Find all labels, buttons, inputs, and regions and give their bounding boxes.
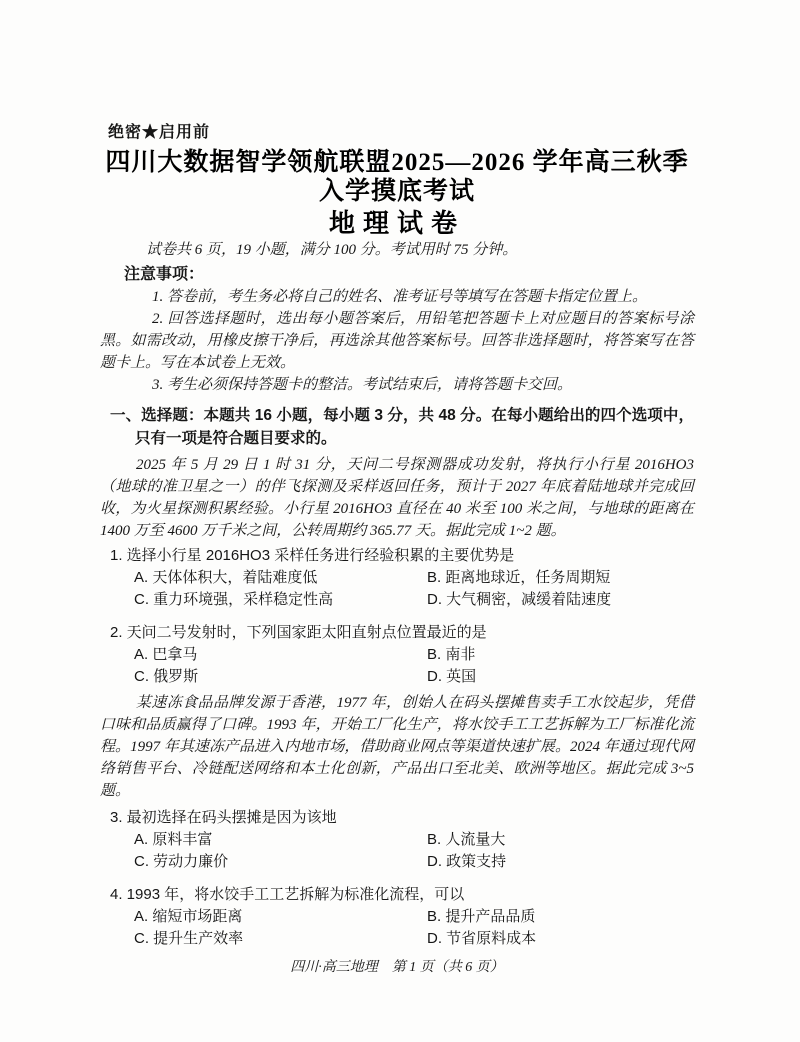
question-1-options-row-1 (100, 567, 694, 589)
question-2 (100, 621, 694, 688)
question-4-options-row-2 (100, 928, 694, 950)
exam-title-line1: 四川大数据智学领航联盟2025—2026 学年高三秋季 (105, 149, 689, 176)
question-4-options-row-1 (100, 906, 694, 928)
question-3 (100, 806, 694, 873)
notice-item-2: 2. 回答选择题时，选出每小题答案后，用铅笔把答题卡上对应题目的答案标号涂黑。如需改动，用橡皮擦干净后，再选涂其他答案标号。回答非选择题时，将答案写在答题卡上。写在本试卷上无效。 (100, 311, 694, 371)
question-2-option-b: B. 南非 (427, 646, 476, 663)
passage-2: 某速冻食品品牌发源于香港，1977 年，创始人在码头摆摊售卖手工水饺起步，凭借口味和品质赢得了口碑。1993 年，开始工厂化生产，将水饺手工工艺拆解为工厂标准化流程。1997 年其速冻产品进入内地市场，借助商业网点等渠道快速扩展。2024 年通过现代网络销售平台、冷链配送网络和本土化创新，产品出口至北美、欧洲等地区。据此完成 3~5 题。 (100, 695, 694, 799)
question-3-option-d: D. 政策支持 (427, 853, 507, 870)
question-3-options-row-1 (100, 829, 694, 851)
question-2-option-c: C. 俄罗斯 (134, 668, 199, 685)
question-3-option-b: B. 人流量大 (427, 831, 506, 848)
question-2-options-row-1 (100, 644, 694, 666)
secret-label: 绝密★启用前 (108, 124, 211, 141)
question-2-stem: 2. 天问二号发射时，下列国家距太阳直射点位置最近的是 (110, 624, 487, 641)
question-1-option-c: C. 重力环境强，采样稳定性高 (134, 591, 334, 608)
question-4-option-c: C. 提升生产效率 (134, 930, 244, 947)
notices-heading: 注意事项： (124, 266, 205, 283)
question-1 (100, 544, 694, 611)
question-1-options-row-2 (100, 589, 694, 611)
question-4-option-b: B. 提升产品品质 (427, 908, 536, 925)
question-4-option-a: A. 缩短市场距离 (134, 908, 243, 925)
exam-title-line2: 入学摸底考试 (318, 178, 475, 205)
passage-1: 2025 年 5 月 29 日 1 时 31 分，天问二号探测器成功发射，将执行小行星 2016HO3（地球的准卫星之一）的伴飞探测及采样返回任务，预计于 2027 年底着陆地球并完成回收，为火星探测积累经验。小行星 2016HO3 直径在 40 米至 100 米之间，与地球的距离在 1400 万至 4600 万千米之间，公转周期约 365.77 天。据此完成 1~2 题。 (100, 457, 694, 539)
question-1-stem: 1. 选择小行星 2016HO3 采样任务进行经验积累的主要优势是 (110, 547, 515, 564)
question-2-option-a: A. 巴拿马 (134, 646, 198, 663)
question-3-option-a: A. 原料丰富 (134, 831, 213, 848)
question-4-stem: 4. 1993 年，将水饺手工工艺拆解为标准化流程，可以 (110, 886, 465, 903)
notice-item-3: 3. 考生必须保持答题卡的整洁。考试结束后，请将答题卡交回。 (152, 377, 573, 393)
question-1-option-b: B. 距离地球近，任务周期短 (427, 569, 611, 586)
exam-info: 试卷共 6 页，19 小题，满分 100 分。考试用时 75 分钟。 (146, 242, 518, 258)
question-3-stem: 3. 最初选择在码头摆摊是因为该地 (110, 809, 337, 826)
section-1-heading: 一、选择题：本题共 16 小题，每小题 3 分，共 48 分。在每小题给出的四个选项中，只有一项是符合题目要求的。 (110, 407, 694, 447)
question-2-option-d: D. 英国 (427, 668, 477, 685)
question-3-option-c: C. 劳动力廉价 (134, 853, 229, 870)
question-3-options-row-2 (100, 851, 694, 873)
page-footer: 四川·高三地理 第 1 页（共 6 页） (290, 960, 504, 975)
notice-item-1: 1. 答卷前，考生务必将自己的姓名、准考证号等填写在答题卡指定位置上。 (152, 289, 648, 305)
question-1-option-a: A. 天体体积大，着陆难度低 (134, 569, 318, 586)
question-2-options-row-2 (100, 666, 694, 688)
question-1-option-d: D. 大气稠密，减缓着陆速度 (427, 591, 612, 608)
question-4-option-d: D. 节省原料成本 (427, 930, 537, 947)
subject-title: 地理试卷 (328, 208, 465, 238)
question-4 (100, 883, 694, 950)
